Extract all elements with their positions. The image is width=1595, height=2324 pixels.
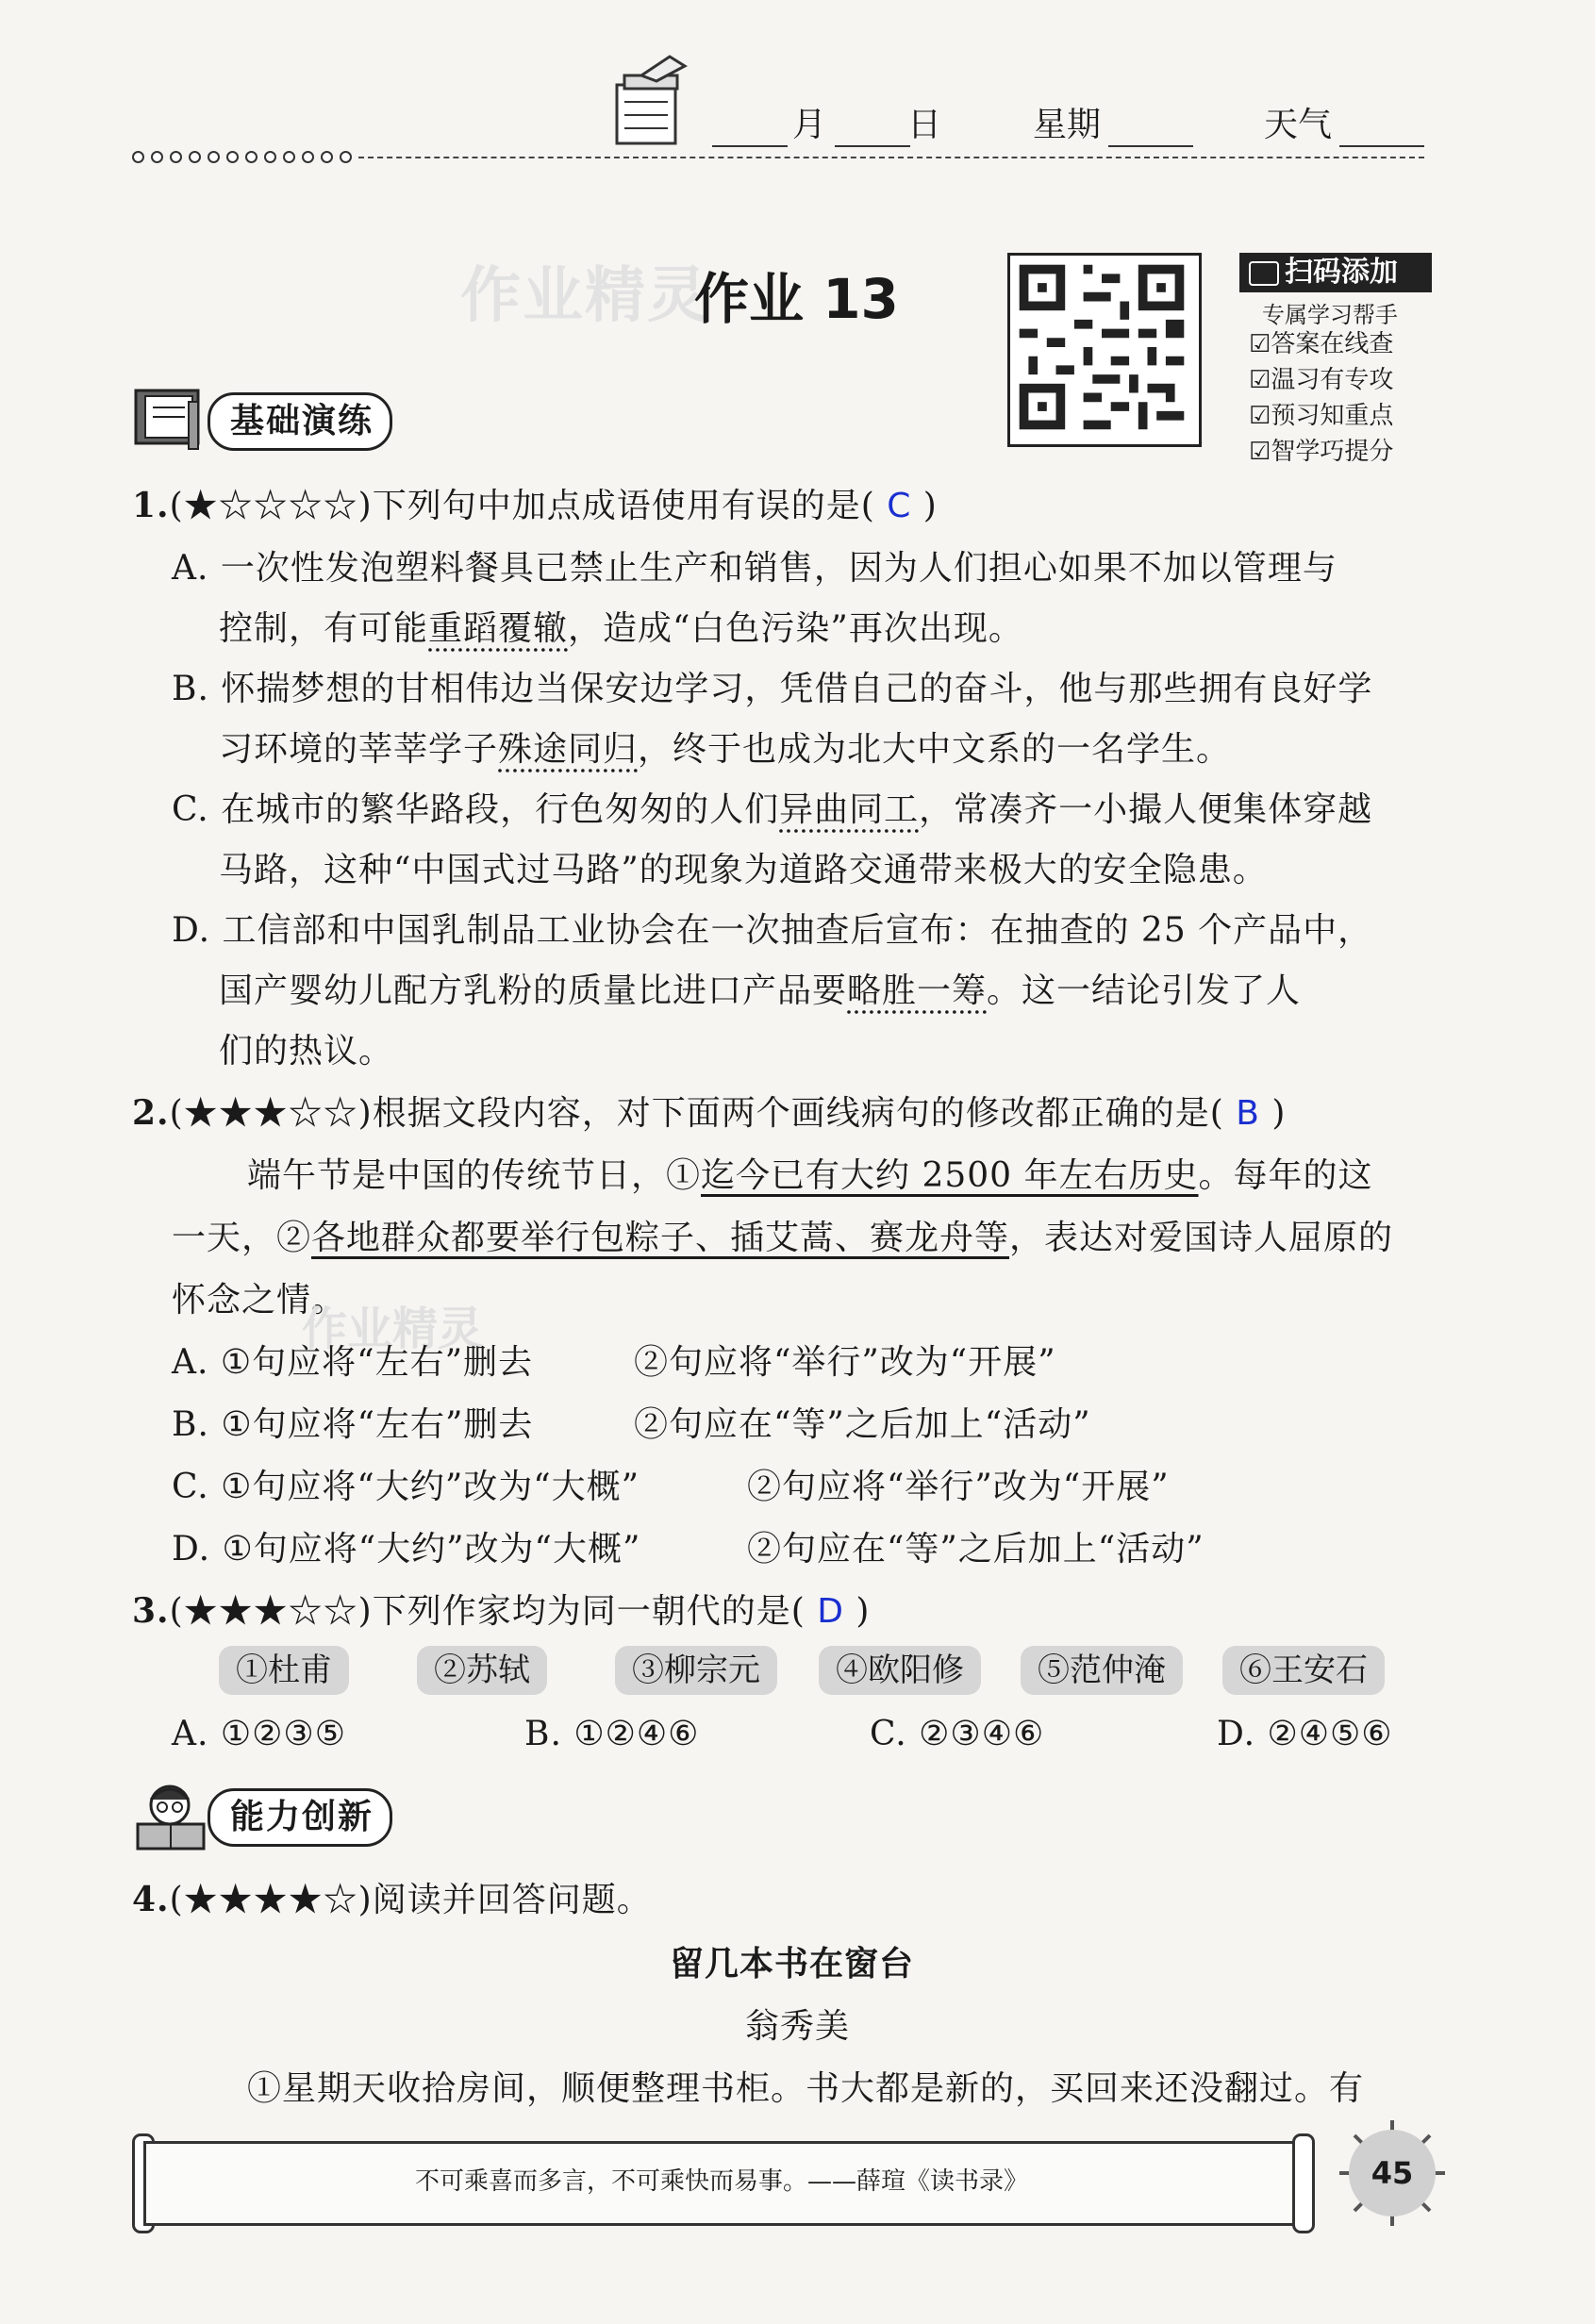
header-dots	[132, 151, 1424, 160]
q3-text: 下列作家均为同一朝代的是(	[372, 1592, 806, 1631]
q1-idiom-d: 略胜一筹	[847, 971, 988, 1010]
day-blank[interactable]	[835, 145, 910, 147]
q2-close: )	[1271, 1094, 1287, 1133]
section-basic-label: 基础演练	[230, 402, 374, 440]
weather-blank[interactable]	[1339, 145, 1424, 147]
qr-feature: ☑智学巧提分	[1249, 438, 1394, 466]
q1-stem	[132, 479, 938, 527]
checkbox-icon: ☑	[1249, 330, 1271, 358]
day-label: 日	[907, 106, 942, 144]
q3-difficulty: (★★★☆☆)	[169, 1592, 373, 1631]
q3-number: 3.	[132, 1591, 170, 1631]
essay-title: 留几本书在窗台	[670, 1945, 915, 1984]
author-tag: ⑤范仲淹	[1021, 1646, 1183, 1695]
section-basic	[132, 387, 415, 453]
q2-difficulty: (★★★☆☆)	[169, 1094, 373, 1133]
author-tag: ①杜甫	[219, 1646, 349, 1695]
q2-number: 2.	[132, 1093, 170, 1133]
student-reading-icon	[132, 1783, 211, 1852]
month-label: 月	[792, 106, 827, 144]
q4-stem	[132, 1873, 652, 1921]
q3-option-d: D. ②④⑤⑥	[1217, 1715, 1393, 1753]
weekday-label: 星期	[1033, 106, 1102, 144]
q1-idiom-b: 殊途同归	[498, 730, 639, 769]
q2-passage-line1: 端午节是中国的传统节日，①迄今已有大约 2500 年左右历史。每年的这	[247, 1156, 1373, 1195]
q2-option-d2: ②句应在“等”之后加上“活动”	[747, 1530, 1205, 1569]
q1-close: )	[922, 487, 938, 525]
section-ability	[132, 1783, 415, 1849]
q3-option-b: B. ①②④⑥	[524, 1715, 700, 1753]
q4-text: 阅读并回答问题。	[372, 1881, 652, 1919]
q1-option-a-line2: 控制，有可能重蹈覆辙，造成“白色污染”再次出现。	[219, 609, 1023, 648]
q2-option-a2: ②句应将“举行”改为“开展”	[634, 1343, 1056, 1382]
qr-feature: ☑预习知重点	[1249, 402, 1394, 430]
q2-sentence-1: 迄今已有大约 2500 年左右历史	[701, 1156, 1199, 1195]
book-icon	[132, 387, 211, 455]
scan-badge	[1239, 253, 1432, 292]
qr-code[interactable]	[1007, 253, 1202, 447]
q3-option-c: C. ②③④⑥	[870, 1715, 1045, 1753]
qr-feature-list	[1249, 326, 1393, 470]
month-blank[interactable]	[712, 145, 788, 147]
q2-option-b1: B. ①句应将“左右”删去	[172, 1405, 534, 1444]
q3-close: )	[856, 1592, 871, 1631]
author-tag: ⑥王安石	[1222, 1646, 1385, 1695]
q1-option-d-line2: 国产婴幼儿配方乳粉的质量比进口产品要略胜一筹。这一结论引发了人	[219, 971, 1302, 1010]
q2-watermark: 作业精灵	[302, 1303, 484, 1355]
checkbox-icon: ☑	[1249, 438, 1271, 466]
q1-option-c-line1: C. 在城市的繁华路段，行色匆匆的人们异曲同工，常凑齐一小撮人便集体穿越	[172, 790, 1373, 829]
q2-option-c1: C. ①句应将“大约”改为“大概”	[172, 1468, 640, 1506]
q1-number: 1.	[132, 486, 170, 525]
q2-option-c2: ②句应将“举行”改为“开展”	[747, 1468, 1170, 1506]
essay-paragraph-1: ①星期天收拾房间，顺便整理书柜。书大都是新的，买回来还没翻过。有	[247, 2069, 1365, 2108]
book-stack-icon	[604, 53, 698, 151]
q2-stem	[132, 1087, 1286, 1135]
q2-answer: B	[1236, 1094, 1260, 1133]
author-tag: ②苏轼	[417, 1646, 547, 1695]
q1-option-d-line1: D. 工信部和中国乳制品工业协会在一次抽查后宣布：在抽查的 25 个产品中，	[172, 911, 1373, 950]
q1-difficulty: (★☆☆☆☆)	[169, 487, 373, 525]
q1-answer: C	[887, 487, 912, 525]
essay-author: 翁秀美	[745, 2007, 851, 2046]
qr-subtitle: 专属学习帮手	[1262, 302, 1398, 328]
weekday-blank[interactable]	[1108, 145, 1193, 147]
checkbox-icon: ☑	[1249, 402, 1271, 430]
q3-stem	[132, 1585, 870, 1633]
q2-option-b2: ②句应在“等”之后加上“活动”	[634, 1405, 1091, 1444]
author-tag: ④欧阳修	[819, 1646, 981, 1695]
q1-idiom-c: 异曲同工	[779, 790, 920, 829]
header-divider	[358, 157, 1424, 158]
page-title: 作业 13	[694, 267, 899, 331]
scan-badge-label: 扫码添加	[1285, 256, 1398, 289]
q1-idiom-a: 重蹈覆辙	[428, 609, 569, 648]
q3-option-a: A. ①②③⑤	[172, 1715, 346, 1753]
eye-icon	[1249, 261, 1279, 286]
page-number: 45	[1349, 2130, 1436, 2216]
section-ability-label: 能力创新	[230, 1798, 374, 1836]
author-tag: ③柳宗元	[615, 1646, 777, 1695]
qr-feature: ☑温习有专攻	[1249, 366, 1394, 394]
q2-passage-line3: 怀念之情。	[172, 1281, 347, 1320]
q2-text: 根据文段内容，对下面两个画线病句的修改都正确的是(	[372, 1094, 1224, 1133]
q4-number: 4.	[132, 1880, 170, 1919]
title-watermark: 作业精灵	[460, 261, 709, 331]
q2-passage-line2: 一天，②各地群众都要举行包粽子、插艾蒿、赛龙舟等，表达对爱国诗人屈原的	[172, 1219, 1394, 1257]
footer-quote: 不可乘喜而多言，不可乘快而易事。——薛瑄《读书录》	[414, 2167, 1028, 2196]
q1-text: 下列句中加点成语使用有误的是(	[372, 487, 875, 525]
q1-option-b-line1: B. 怀揣梦想的甘相伟边当保安边学习，凭借自己的奋斗，他与那些拥有良好学	[172, 670, 1373, 708]
q2-option-a1: A. ①句应将“左右”删去	[172, 1343, 533, 1382]
weather-label: 天气	[1264, 106, 1333, 144]
q1-option-d-line3: 们的热议。	[219, 1032, 394, 1071]
q2-option-d1: D. ①句应将“大约”改为“大概”	[172, 1530, 641, 1569]
q1-option-c-line2: 马路，这种“中国式过马路”的现象为道路交通带来极大的安全隐患。	[219, 851, 1268, 889]
qr-feature: ☑答案在线查	[1249, 330, 1394, 358]
qr-code-icon	[1010, 256, 1193, 439]
checkbox-icon: ☑	[1249, 366, 1271, 394]
q1-option-a-line1: A. 一次性发泡塑料餐具已禁止生产和销售，因为人们担心如果不加以管理与	[172, 549, 1337, 588]
q1-option-b-line2: 习环境的莘莘学子殊途同归，终于也成为北大中文系的一名学生。	[219, 730, 1232, 769]
q4-difficulty: (★★★★☆)	[169, 1881, 373, 1919]
q2-sentence-2: 各地群众都要举行包粽子、插艾蒿、赛龙舟等	[311, 1219, 1010, 1257]
q3-answer: D	[817, 1592, 844, 1631]
